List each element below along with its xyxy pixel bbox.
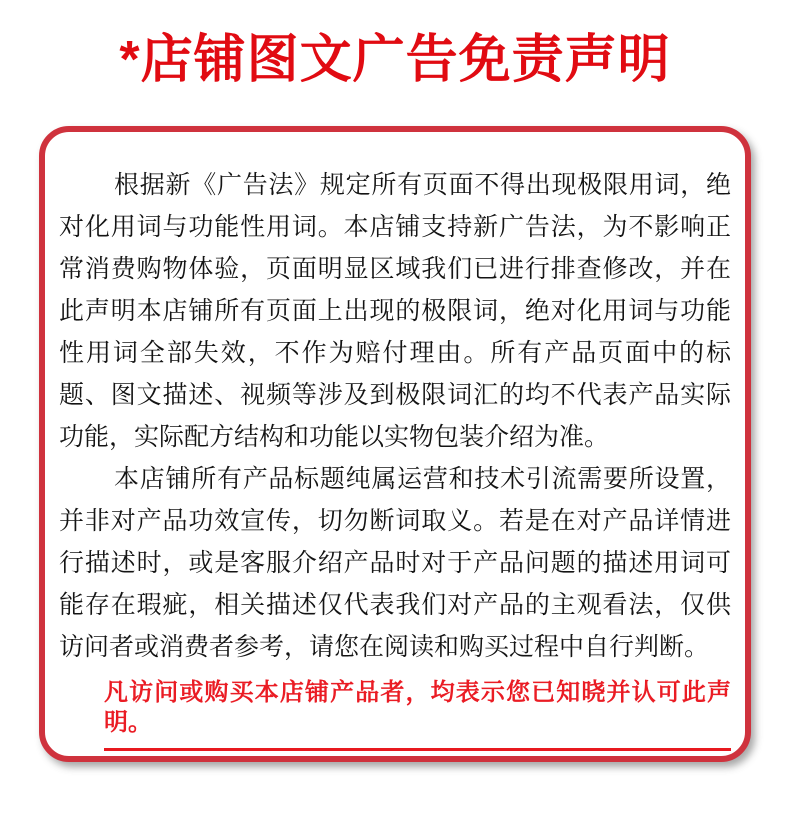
disclaimer-body	[59, 164, 731, 751]
disclaimer-paragraph-2: 本店铺所有产品标题纯属运营和技术引流需要所设置，并非对产品功效宣传，切勿断词取义。若是在对产品详情进行描述时，或是客服介绍产品时对于产品问题的描述用词可能存在瑕疵，相关描述仅代表我们对产品的主观看法，仅供访问者或消费者参考，请您在阅读和购买过程中自行判断。	[59, 465, 731, 661]
disclaimer-paragraph-1: 根据新《广告法》规定所有页面不得出现极限用词，绝对化用词与功能性用词。本店铺支持新广告法，为不影响正常消费购物体验，页面明显区域我们已进行排查修改，并在此声明本店铺所有页面上出现的极限词，绝对化用词与功能性用词全部失效，不作为赔付理由。所有产品页面中的标题、图文描述、视频等涉及到极限词汇的均不代表产品实际功能，实际配方结构和功能以实物包装介绍为准。	[59, 171, 731, 451]
acknowledgement-line	[104, 678, 731, 751]
page-title: *店铺图文广告免责声明	[119, 31, 671, 89]
disclaimer-box	[39, 126, 751, 762]
acknowledgement-statement: 凡访问或购买本店铺产品者，均表示您已知晓并认可此声明。	[104, 678, 731, 751]
